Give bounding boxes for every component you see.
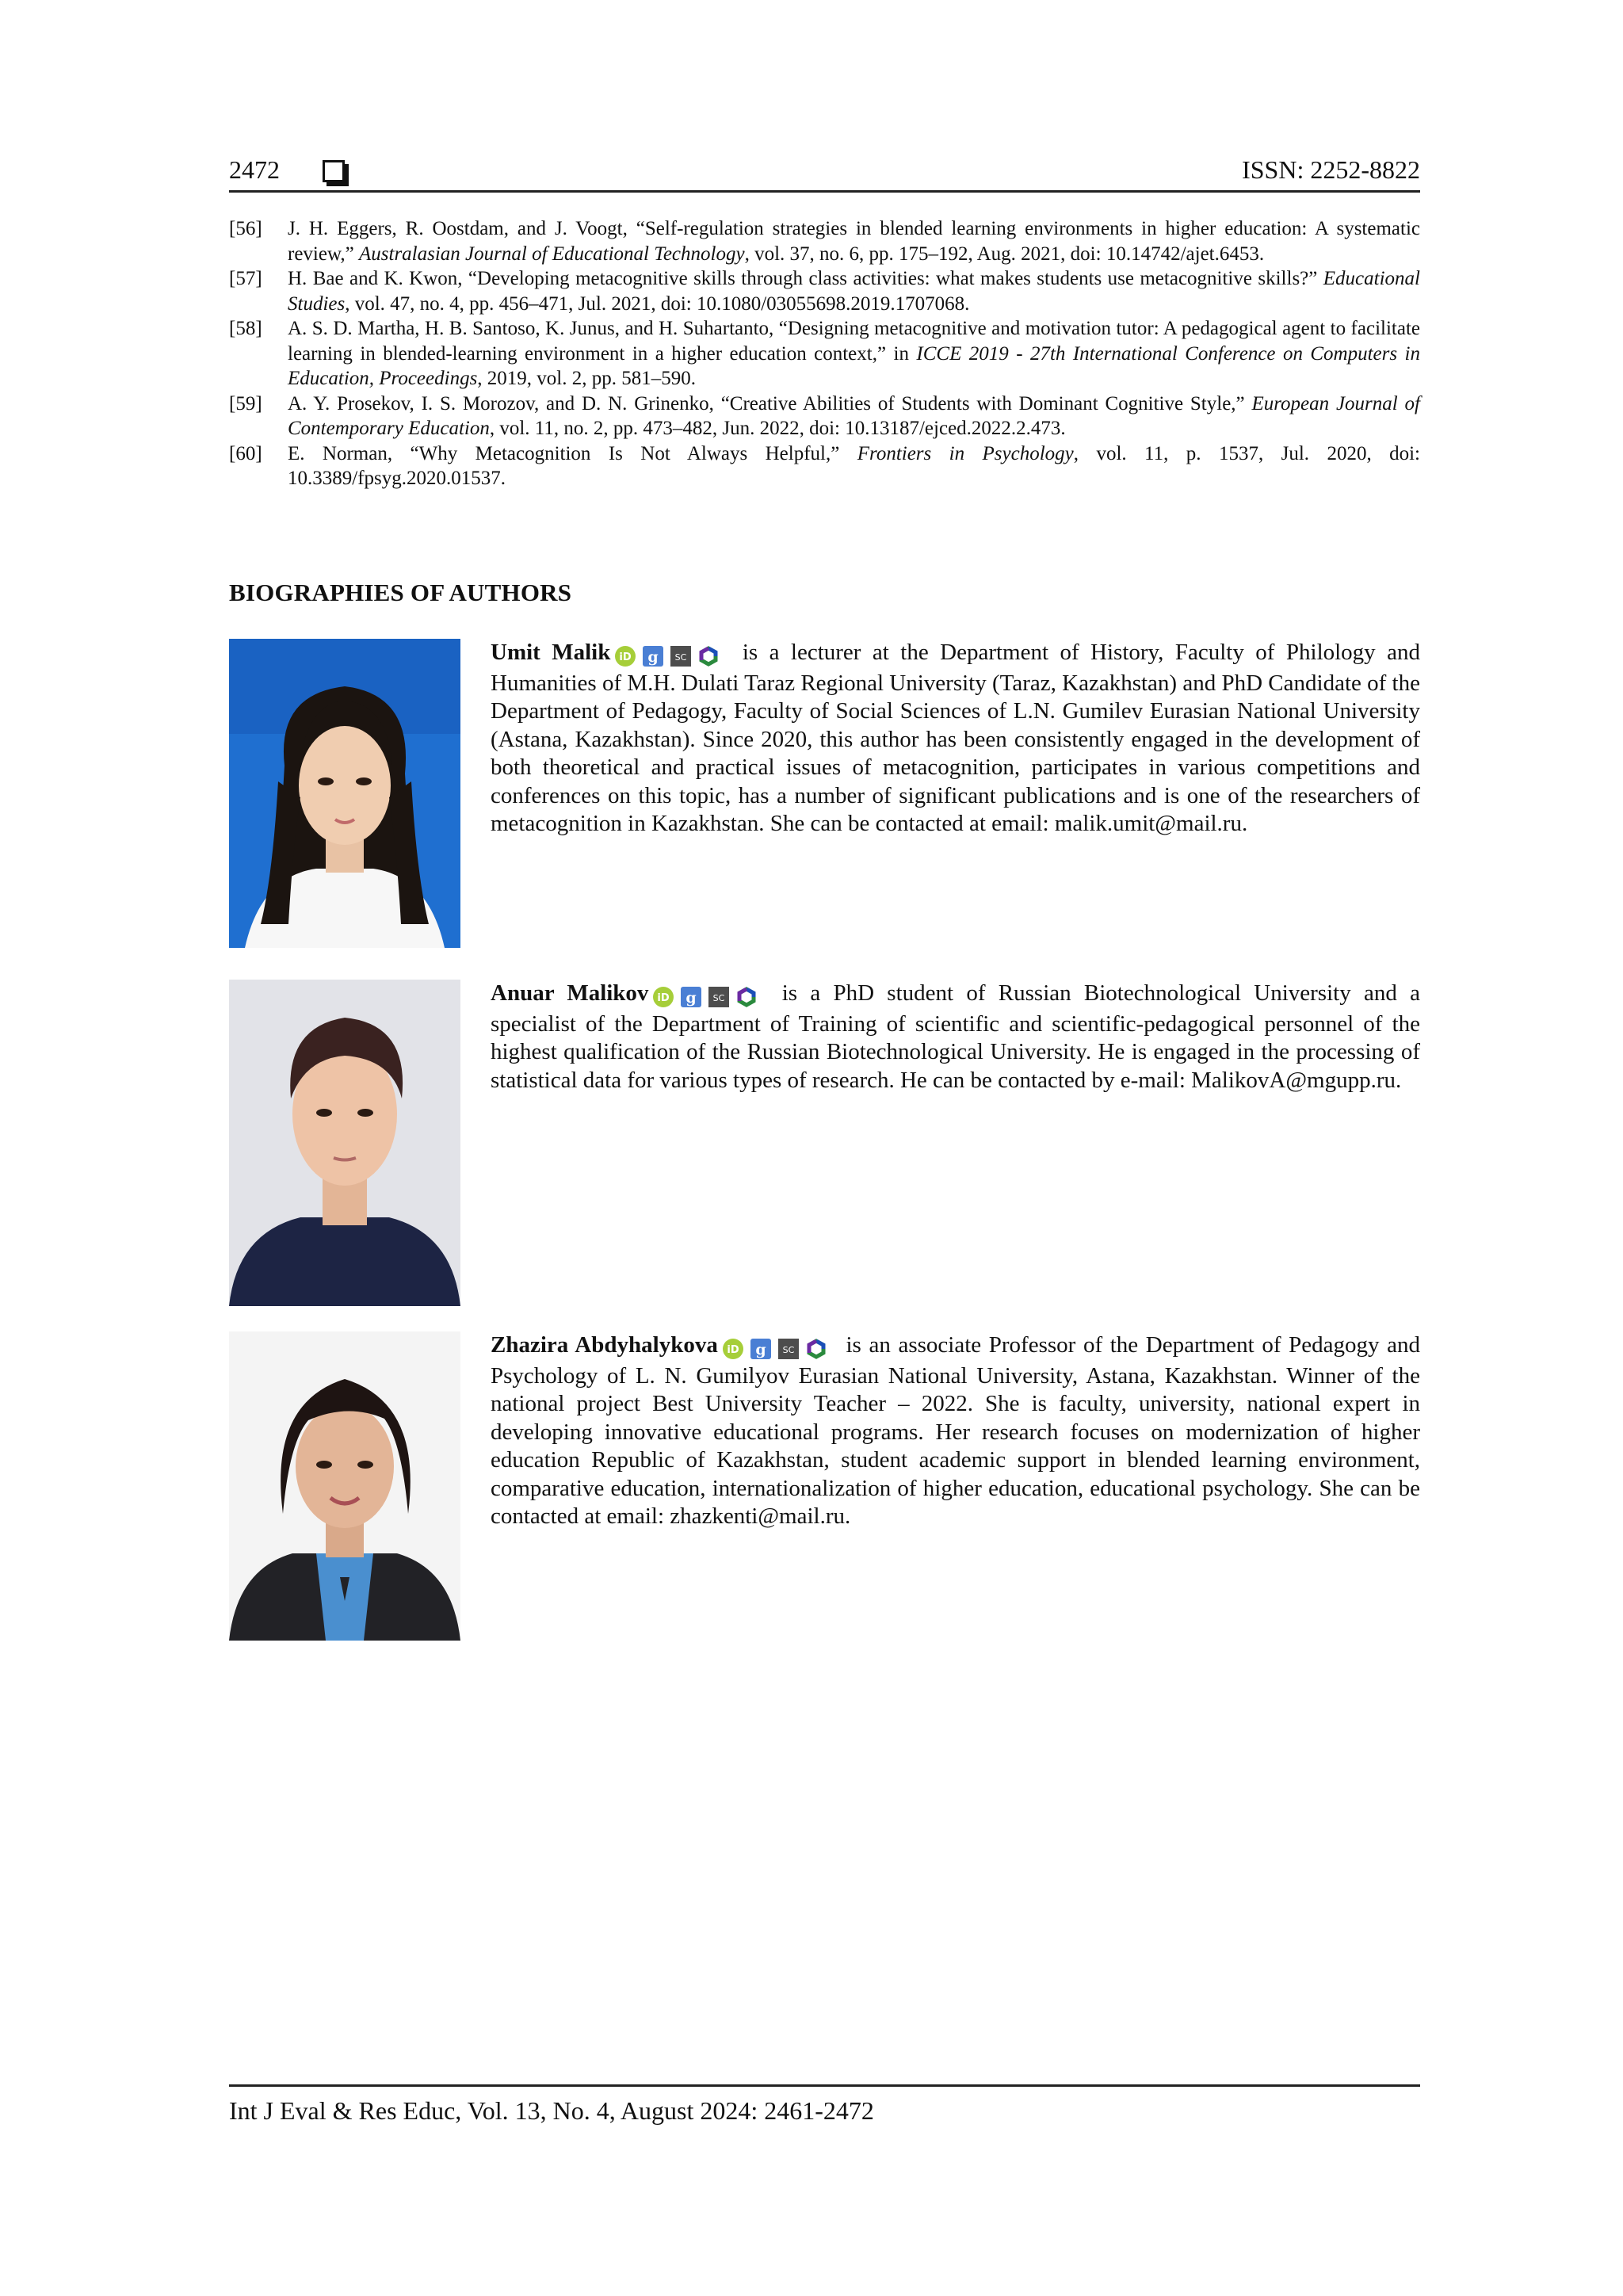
reference-text: A. S. D. Martha, H. B. Santoso, K. Junus, and H. Suhartanto, “Designing metacognitive and motivation tutor: A pedagogical agent to facilitate learning in blended-learning environment in a higher education context,” in bbox=[288, 318, 1420, 365]
reference-number: [56] bbox=[229, 218, 262, 239]
orcid-icon[interactable] bbox=[615, 646, 636, 667]
svg-text:iD: iD bbox=[619, 651, 632, 664]
author-badges bbox=[615, 641, 726, 670]
reference-journal: Frontiers in Psychology bbox=[857, 442, 1074, 464]
reference-item bbox=[229, 316, 1420, 392]
reference-item bbox=[229, 392, 1420, 441]
scopus-icon[interactable] bbox=[778, 1339, 799, 1359]
google-scholar-icon[interactable] bbox=[643, 646, 663, 667]
reference-text: J. H. Eggers, R. Oostdam, and J. Voogt, “Self-regulation strategies in blended learning environments in higher education: A systematic review,” bbox=[288, 218, 1420, 265]
reference-journal: ICCE 2019 - 27th International Conference on Computers in Education, Proceedings bbox=[288, 342, 1420, 389]
square-icon bbox=[323, 160, 345, 182]
portrait-image bbox=[229, 1331, 460, 1641]
reference-number: [59] bbox=[229, 392, 262, 415]
author-description: is an associate Professor of the Department of Pedagogy and Psychology of L. N. Gumilyov Eurasian National University, Astana, Kazakhstan. Winner of the national project Best University Teacher – 2022. She is faculty, university, national expert in developing innovative educational programs. Her research focuses on modernization of higher education Republic of Kazakhstan, student academic support in blended learning environment, comparative education, internationalization of higher education, educational psychology. She can be contacted at email: zhazkenti@mail.ru. bbox=[491, 1332, 1420, 1529]
author-bio bbox=[229, 639, 1420, 948]
author-badges bbox=[723, 1334, 834, 1362]
svg-text:g: g bbox=[647, 648, 659, 667]
svg-text:g: g bbox=[685, 989, 697, 1007]
page-header bbox=[229, 149, 1420, 193]
reference-text: , vol. 11, no. 2, pp. 473–482, Jun. 2022, doi: 10.13187/ejced.2022.2.473. bbox=[489, 418, 1066, 439]
scopus-icon[interactable] bbox=[670, 646, 691, 667]
reference-journal: Educational Studies bbox=[288, 268, 1420, 315]
reference-item bbox=[229, 266, 1420, 316]
issn: ISSN: 2252-8822 bbox=[1242, 155, 1420, 184]
footer-citation: Int J Eval & Res Educ, Vol. 13, No. 4, August 2024: 2461-2472 bbox=[229, 2096, 874, 2125]
reference-journal: European Journal of Contemporary Education bbox=[288, 392, 1420, 439]
google-scholar-icon[interactable] bbox=[681, 987, 701, 1007]
page-number: 2472 bbox=[229, 155, 280, 184]
orcid-icon[interactable] bbox=[653, 987, 674, 1007]
author-description: is a PhD student of Russian Biotechnological University and a specialist of the Department of Training of scientific and scientific-pedagogical personnel of the highest qualification of the Russian Biotechnological University. He is engaged in the processing of statistical data for various types of research. He can be contacted by e-mail: MalikovA@mgupp.ru. bbox=[491, 980, 1420, 1093]
portrait-image bbox=[229, 639, 460, 948]
author-name: Umit Malik bbox=[491, 640, 611, 665]
publons-icon[interactable] bbox=[806, 1339, 827, 1359]
scopus-icon[interactable] bbox=[708, 987, 729, 1007]
reference-journal: Australasian Journal of Educational Technology bbox=[359, 243, 745, 265]
author-bio bbox=[229, 980, 1420, 1306]
orcid-icon[interactable] bbox=[723, 1339, 743, 1359]
publons-icon[interactable] bbox=[736, 987, 757, 1007]
svg-text:iD: iD bbox=[657, 992, 670, 1005]
reference-text: A. Y. Prosekov, I. S. Morozov, and D. N. Grinenko, “Creative Abilities of Students with Dominant Cognitive Style,” bbox=[288, 392, 1252, 415]
biographies-heading: BIOGRAPHIES OF AUTHORS bbox=[229, 579, 572, 606]
author-photo bbox=[229, 639, 460, 948]
reference-text: E. Norman, “Why Metacognition Is Not Always Helpful,” bbox=[288, 442, 857, 464]
author-badges bbox=[653, 982, 764, 1010]
author-bio-text bbox=[491, 639, 1420, 839]
svg-text:SC: SC bbox=[713, 993, 725, 1004]
reference-list bbox=[229, 216, 1420, 491]
reference-text: H. Bae and K. Kwon, “Developing metacognitive skills through class activities: what makes students use metacognitive skills?” bbox=[288, 268, 1323, 289]
reference-item bbox=[229, 441, 1420, 491]
svg-text:g: g bbox=[755, 1341, 766, 1359]
reference-text: , vol. 47, no. 4, pp. 456–471, Jul. 2021, doi: 10.1080/03055698.2019.1707068. bbox=[345, 292, 970, 315]
reference-number: [58] bbox=[229, 318, 262, 339]
reference-number: [60] bbox=[229, 442, 262, 464]
google-scholar-icon[interactable] bbox=[750, 1339, 771, 1359]
author-bio-text bbox=[491, 1331, 1420, 1531]
reference-text: , vol. 37, no. 6, pp. 175–192, Aug. 2021, doi: 10.14742/ajet.6453. bbox=[744, 243, 1265, 265]
author-description: is a lecturer at the Department of History, Faculty of Philology and Humanities of M.H. Dulati Taraz Regional University (Taraz, Kazakhstan) and PhD Candidate of the Department of Pedagogy, Faculty of Social Sciences of L.N. Gumilev Eurasian National University (Astana, Kazakhstan). Since 2020, this author has been consistently engaged in the development of both theoretical and practical issues of metacognition, participates in various competitions and conferences on this topic, has a number of significant publications and is one of the researchers of metacognition in Kazakhstan. She can be contacted at email: malik.umit@mail.ru. bbox=[491, 640, 1420, 836]
reference-text: , vol. 11, p. 1537, Jul. 2020, doi: 10.3389/fpsyg.2020.01537. bbox=[288, 442, 1420, 489]
author-bio bbox=[229, 1331, 1420, 1641]
reference-item bbox=[229, 216, 1420, 266]
author-photo bbox=[229, 1331, 460, 1641]
portrait-image bbox=[229, 980, 460, 1306]
author-name: Zhazira Abdyhalykova bbox=[491, 1332, 718, 1358]
svg-text:SC: SC bbox=[675, 652, 687, 663]
publons-icon[interactable] bbox=[698, 646, 719, 667]
author-name: Anuar Malikov bbox=[491, 980, 649, 1006]
reference-number: [57] bbox=[229, 268, 262, 289]
svg-text:iD: iD bbox=[727, 1344, 739, 1357]
author-bio-text bbox=[491, 980, 1420, 1095]
svg-text:SC: SC bbox=[782, 1345, 795, 1356]
author-photo bbox=[229, 980, 460, 1306]
reference-text: , 2019, vol. 2, pp. 581–590. bbox=[477, 368, 696, 389]
page-footer bbox=[229, 2084, 1420, 2126]
